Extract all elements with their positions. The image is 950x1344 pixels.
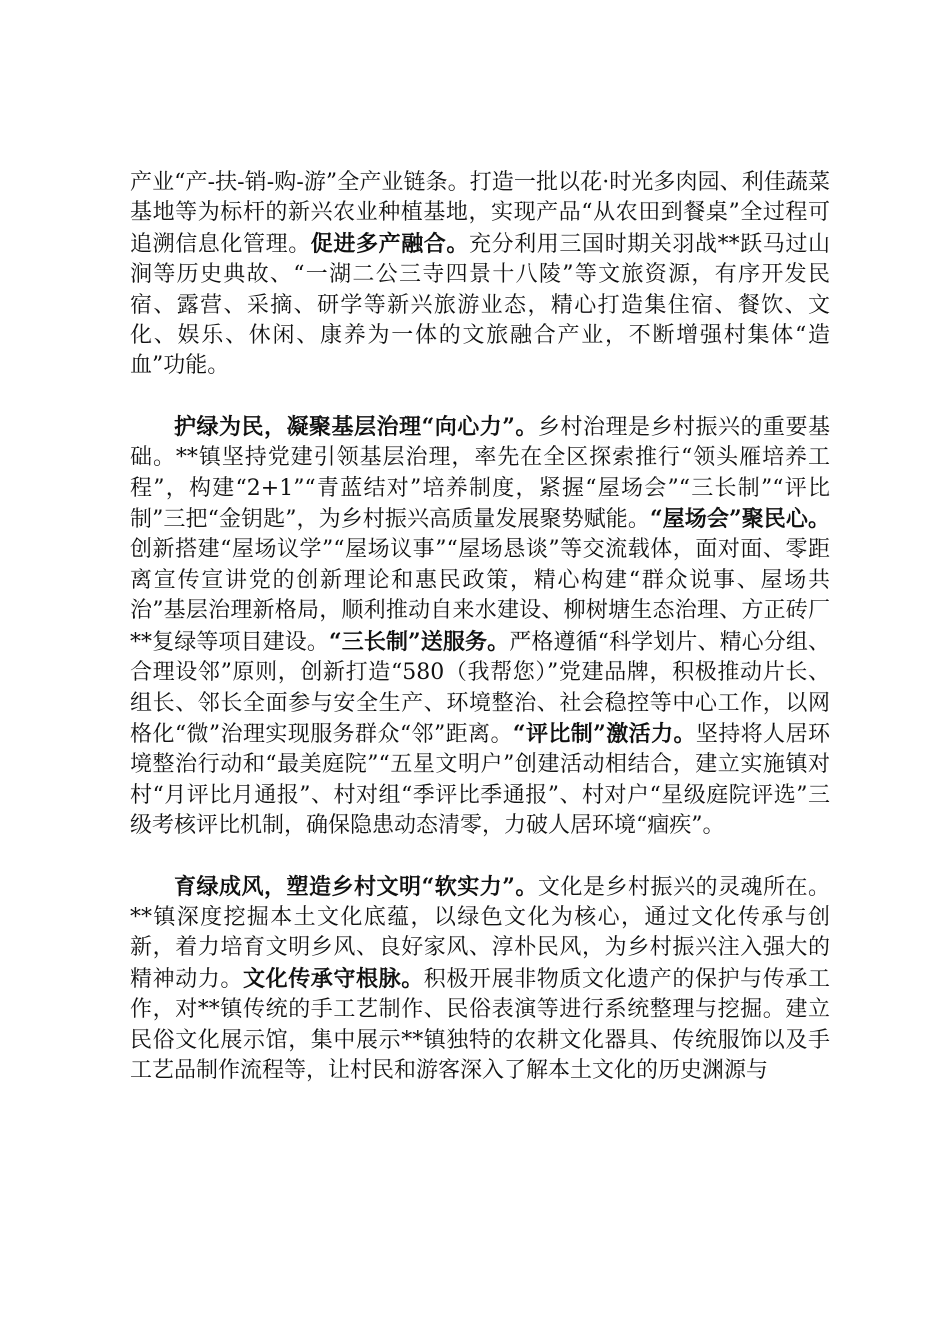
text-run: 产业“产-扶-销-购-游”全产业链条。打造一批以花·时光多肉园、利佳蔬菜基地等为标杆的新兴农业种植基地，实现产品“从农田到餐桌”全过程可追溯信息化管理。 xyxy=(130,170,830,257)
text-run: 乡村治理是乡村振兴的重要基础。**镇坚持党建引领基层治理，率先在全区探索推行“领头雁培养工程”，构建“2+1”“青蓝结对”培养制度，紧握“屋场会”“三长制”“评比制”三把“金钥匙”，为乡村振兴高质量发展聚势赋能。 xyxy=(130,414,830,533)
section-heading: 育绿成风，塑造乡村文明“软实力”。 xyxy=(174,873,538,900)
paragraph-industry xyxy=(130,168,830,382)
heading-run: “屋场会”聚民心。 xyxy=(649,506,830,533)
text-run: 坚持将人居环境整治行动和“最美庭院”“五星文明户”创建活动相结合，建立实施镇对村“月评比月通报”、村对组“季评比季通报”、村对户“星级庭院评选”三级考核评比机制，确保隐患动态清零，力破人居环境“痼疾”。 xyxy=(130,721,830,839)
paragraph-culture xyxy=(130,872,830,1087)
heading-run: 促进多产融合。 xyxy=(310,230,469,257)
text-run: 积极开展非物质文化遗产的保护与传承工作，对**镇传统的手工艺制作、民俗表演等进行系统整理与挖掘。建立民俗文化展示馆，集中展示**镇独特的农耕文化器具、传统服饰以及手工艺品制作流程等，让村民和游客深入了解本土文化的历史渊源与 xyxy=(130,966,830,1083)
heading-run: “评比制”激活力。 xyxy=(512,720,696,747)
section-heading: 护绿为民，凝聚基层治理“向心力”。 xyxy=(174,413,538,440)
heading-run: 文化传承守根脉。 xyxy=(243,965,424,992)
paragraph-governance xyxy=(130,412,830,842)
text-run: 文化是乡村振兴的灵魂所在。**镇深度挖掘本土文化底蕴，以绿色文化为核心，通过文化传承与创新，着力培育文明乡风、良好家风、淳朴民风，为乡村振兴注入强大的精神动力。 xyxy=(130,874,830,992)
heading-run: “三长制”送服务。 xyxy=(328,628,510,655)
text-run: 严格遵循“科学划片、精心分组、合理设邻”原则，创新打造“580（我帮您）”党建品牌，积极推动片长、组长、邻长全面参与安全生产、环境整治、社会稳控等中心工作，以网格化“微”治理实现服务群众“邻”距离。 xyxy=(130,629,830,747)
text-run: 充分利用三国时期关羽战**跃马过山涧等历史典故、“一湖二公三寺四景十八陵”等文旅资源，有序开发民宿、露营、采摘、研学等新兴旅游业态，精心打造集住宿、餐饮、文化、娱乐、休闲、康养为一体的文旅融合产业，不断增强村集体“造血”功能。 xyxy=(130,231,830,379)
document-body xyxy=(130,168,830,1086)
text-run: 创新搭建“屋场议学”“屋场议事”“屋场恳谈”等交流载体，面对面、零距离宣传宣讲党的创新理论和惠民政策，精心构建“群众说事、屋场共治”基层治理新格局，顺利推动自来水建设、柳树塘生态治理、方正砖厂**复绿等项目建设。 xyxy=(130,537,830,655)
